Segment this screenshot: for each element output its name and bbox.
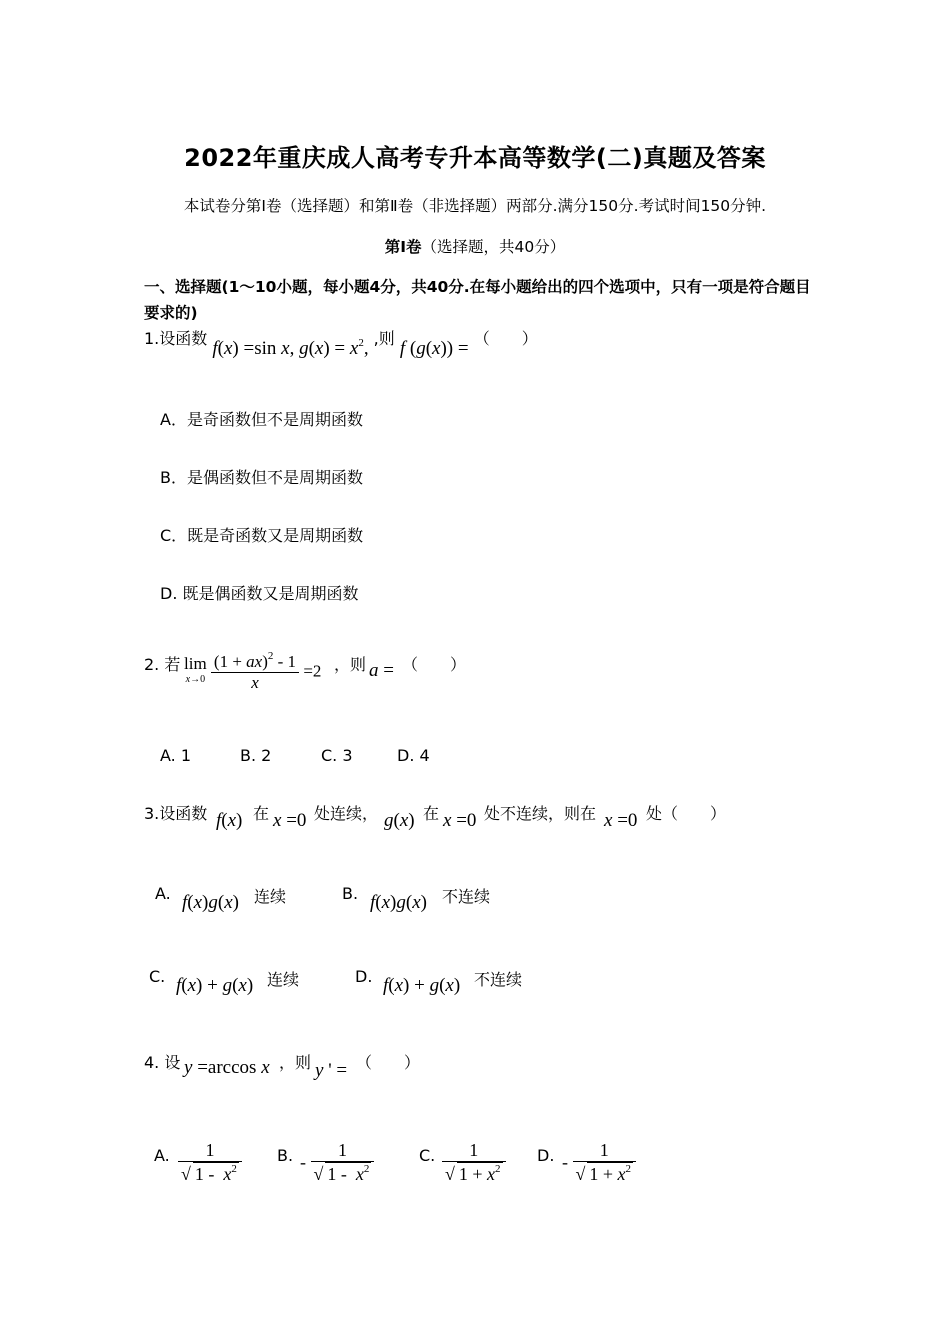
part-heading-bold: 第Ⅰ卷 bbox=[384, 238, 422, 256]
q3-t4: 处不连续，则在 bbox=[484, 804, 597, 823]
q3-fx: f(x) bbox=[216, 810, 243, 831]
q4-ask: y ' = bbox=[315, 1060, 348, 1081]
q4-option-c-formula: $\frac{1}{√ 1 + x^2}$ bbox=[442, 1140, 506, 1185]
q2-option-b: B. 2 bbox=[240, 746, 272, 765]
q2-option-d: D. 4 bbox=[397, 746, 430, 765]
q3-option-b-formula: f(x)g(x) bbox=[370, 892, 427, 913]
q1-option-a: A．是奇函数但不是周期函数 bbox=[160, 410, 363, 429]
q3-option-a-formula: f(x)g(x) bbox=[182, 892, 239, 913]
q3-option-c-label: C. bbox=[149, 967, 166, 986]
q1-option-c: C．既是奇函数又是周期函数 bbox=[160, 526, 364, 545]
q4-option-d-label: D. bbox=[537, 1146, 555, 1165]
q4-option-c-label: C. bbox=[419, 1146, 436, 1165]
q4-option-b-label: B. bbox=[277, 1146, 294, 1165]
q3-option-d-label: D. bbox=[355, 967, 373, 986]
q2-fraction: $\frac{(1 + ax)^2 - 1}{x}$ bbox=[211, 650, 299, 693]
q3-x0-c: x =0 bbox=[604, 810, 638, 831]
q3-option-d-suffix: 不连续 bbox=[474, 970, 523, 989]
q1-option-d: D. 既是偶函数又是周期函数 bbox=[160, 584, 359, 603]
q2-formula: lim x→0 $\frac{(1 + ax)^2 - 1}{x}$ =2 bbox=[184, 650, 322, 692]
q1-formula-ask: f (g(x)) = bbox=[399, 338, 469, 359]
q3-gx: g(x) bbox=[384, 810, 415, 831]
q3-x0-b: x =0 bbox=[443, 810, 477, 831]
q4-option-a-formula: $\frac{1}{√ 1 - x^2}$ bbox=[178, 1140, 242, 1185]
exam-intro: 本试卷分第Ⅰ卷（选择题）和第Ⅱ卷（非选择题）两部分.满分150分.考试时间150分钟. bbox=[183, 197, 767, 215]
q3-t5: 处（ ） bbox=[646, 804, 727, 823]
q1-option-b: B．是偶函数但不是周期函数 bbox=[160, 468, 363, 487]
q4-prefix: 4. 设 bbox=[144, 1053, 181, 1072]
section-heading: 一、选择题(1～10小题，每小题4分，共40分.在每小题给出的四个选项中，只有一项是符合题目要求的) bbox=[144, 278, 811, 322]
question-2 bbox=[144, 652, 180, 675]
q4-formula: y =arccos x bbox=[184, 1057, 270, 1078]
q3-prefix: 3.设函数 bbox=[144, 804, 208, 823]
q2-option-c: C. 3 bbox=[321, 746, 353, 765]
question-1 bbox=[144, 326, 538, 359]
part-heading bbox=[0, 235, 950, 257]
q3-option-a-suffix: 连续 bbox=[254, 887, 287, 906]
q4-option-d-formula: - $\frac{1}{√ 1 + x^2}$ bbox=[562, 1140, 636, 1185]
q3-option-b-label: B. bbox=[342, 884, 359, 903]
q2-limit: lim x→0 bbox=[184, 653, 207, 685]
q3-option-c-formula: f(x) + g(x) bbox=[176, 975, 254, 996]
q2-mid: ，则 bbox=[334, 655, 367, 674]
q2-prefix: 2. 若 bbox=[144, 655, 181, 674]
q4-option-a-label: A. bbox=[154, 1146, 170, 1165]
q2-option-a: A. 1 bbox=[160, 746, 192, 765]
q2-ask: a = bbox=[369, 660, 394, 681]
q4-mid: ，则 bbox=[279, 1053, 312, 1072]
q3-option-d-formula: f(x) + g(x) bbox=[383, 975, 461, 996]
q3-option-a-label: A. bbox=[155, 884, 171, 903]
q1-formula-def: f(x) =sin x, $g(x) = x^2$, bbox=[212, 337, 369, 359]
q4-option-b-formula: - $\frac{1}{√ 1 - x^2}$ bbox=[300, 1140, 374, 1185]
q3-option-c-suffix: 连续 bbox=[267, 970, 300, 989]
q1-prefix: 1.设函数 bbox=[144, 329, 208, 348]
q3-x0-a: x =0 bbox=[273, 810, 307, 831]
part-heading-rest: （选择题，共40分） bbox=[421, 238, 566, 256]
q3-t3: 在 bbox=[423, 804, 440, 823]
q1-then: ,则 bbox=[373, 329, 395, 348]
q1-paren: （ ） bbox=[473, 329, 538, 348]
q2-paren: （ ） bbox=[402, 655, 467, 674]
q3-t1: 在 bbox=[253, 804, 270, 823]
q3-t2: 处连续， bbox=[314, 804, 379, 823]
q3-option-b-suffix: 不连续 bbox=[442, 887, 491, 906]
q4-paren: （ ） bbox=[356, 1053, 421, 1072]
page-title: 2022年重庆成人高考专升本高等数学(二)真题及答案 bbox=[184, 144, 766, 172]
